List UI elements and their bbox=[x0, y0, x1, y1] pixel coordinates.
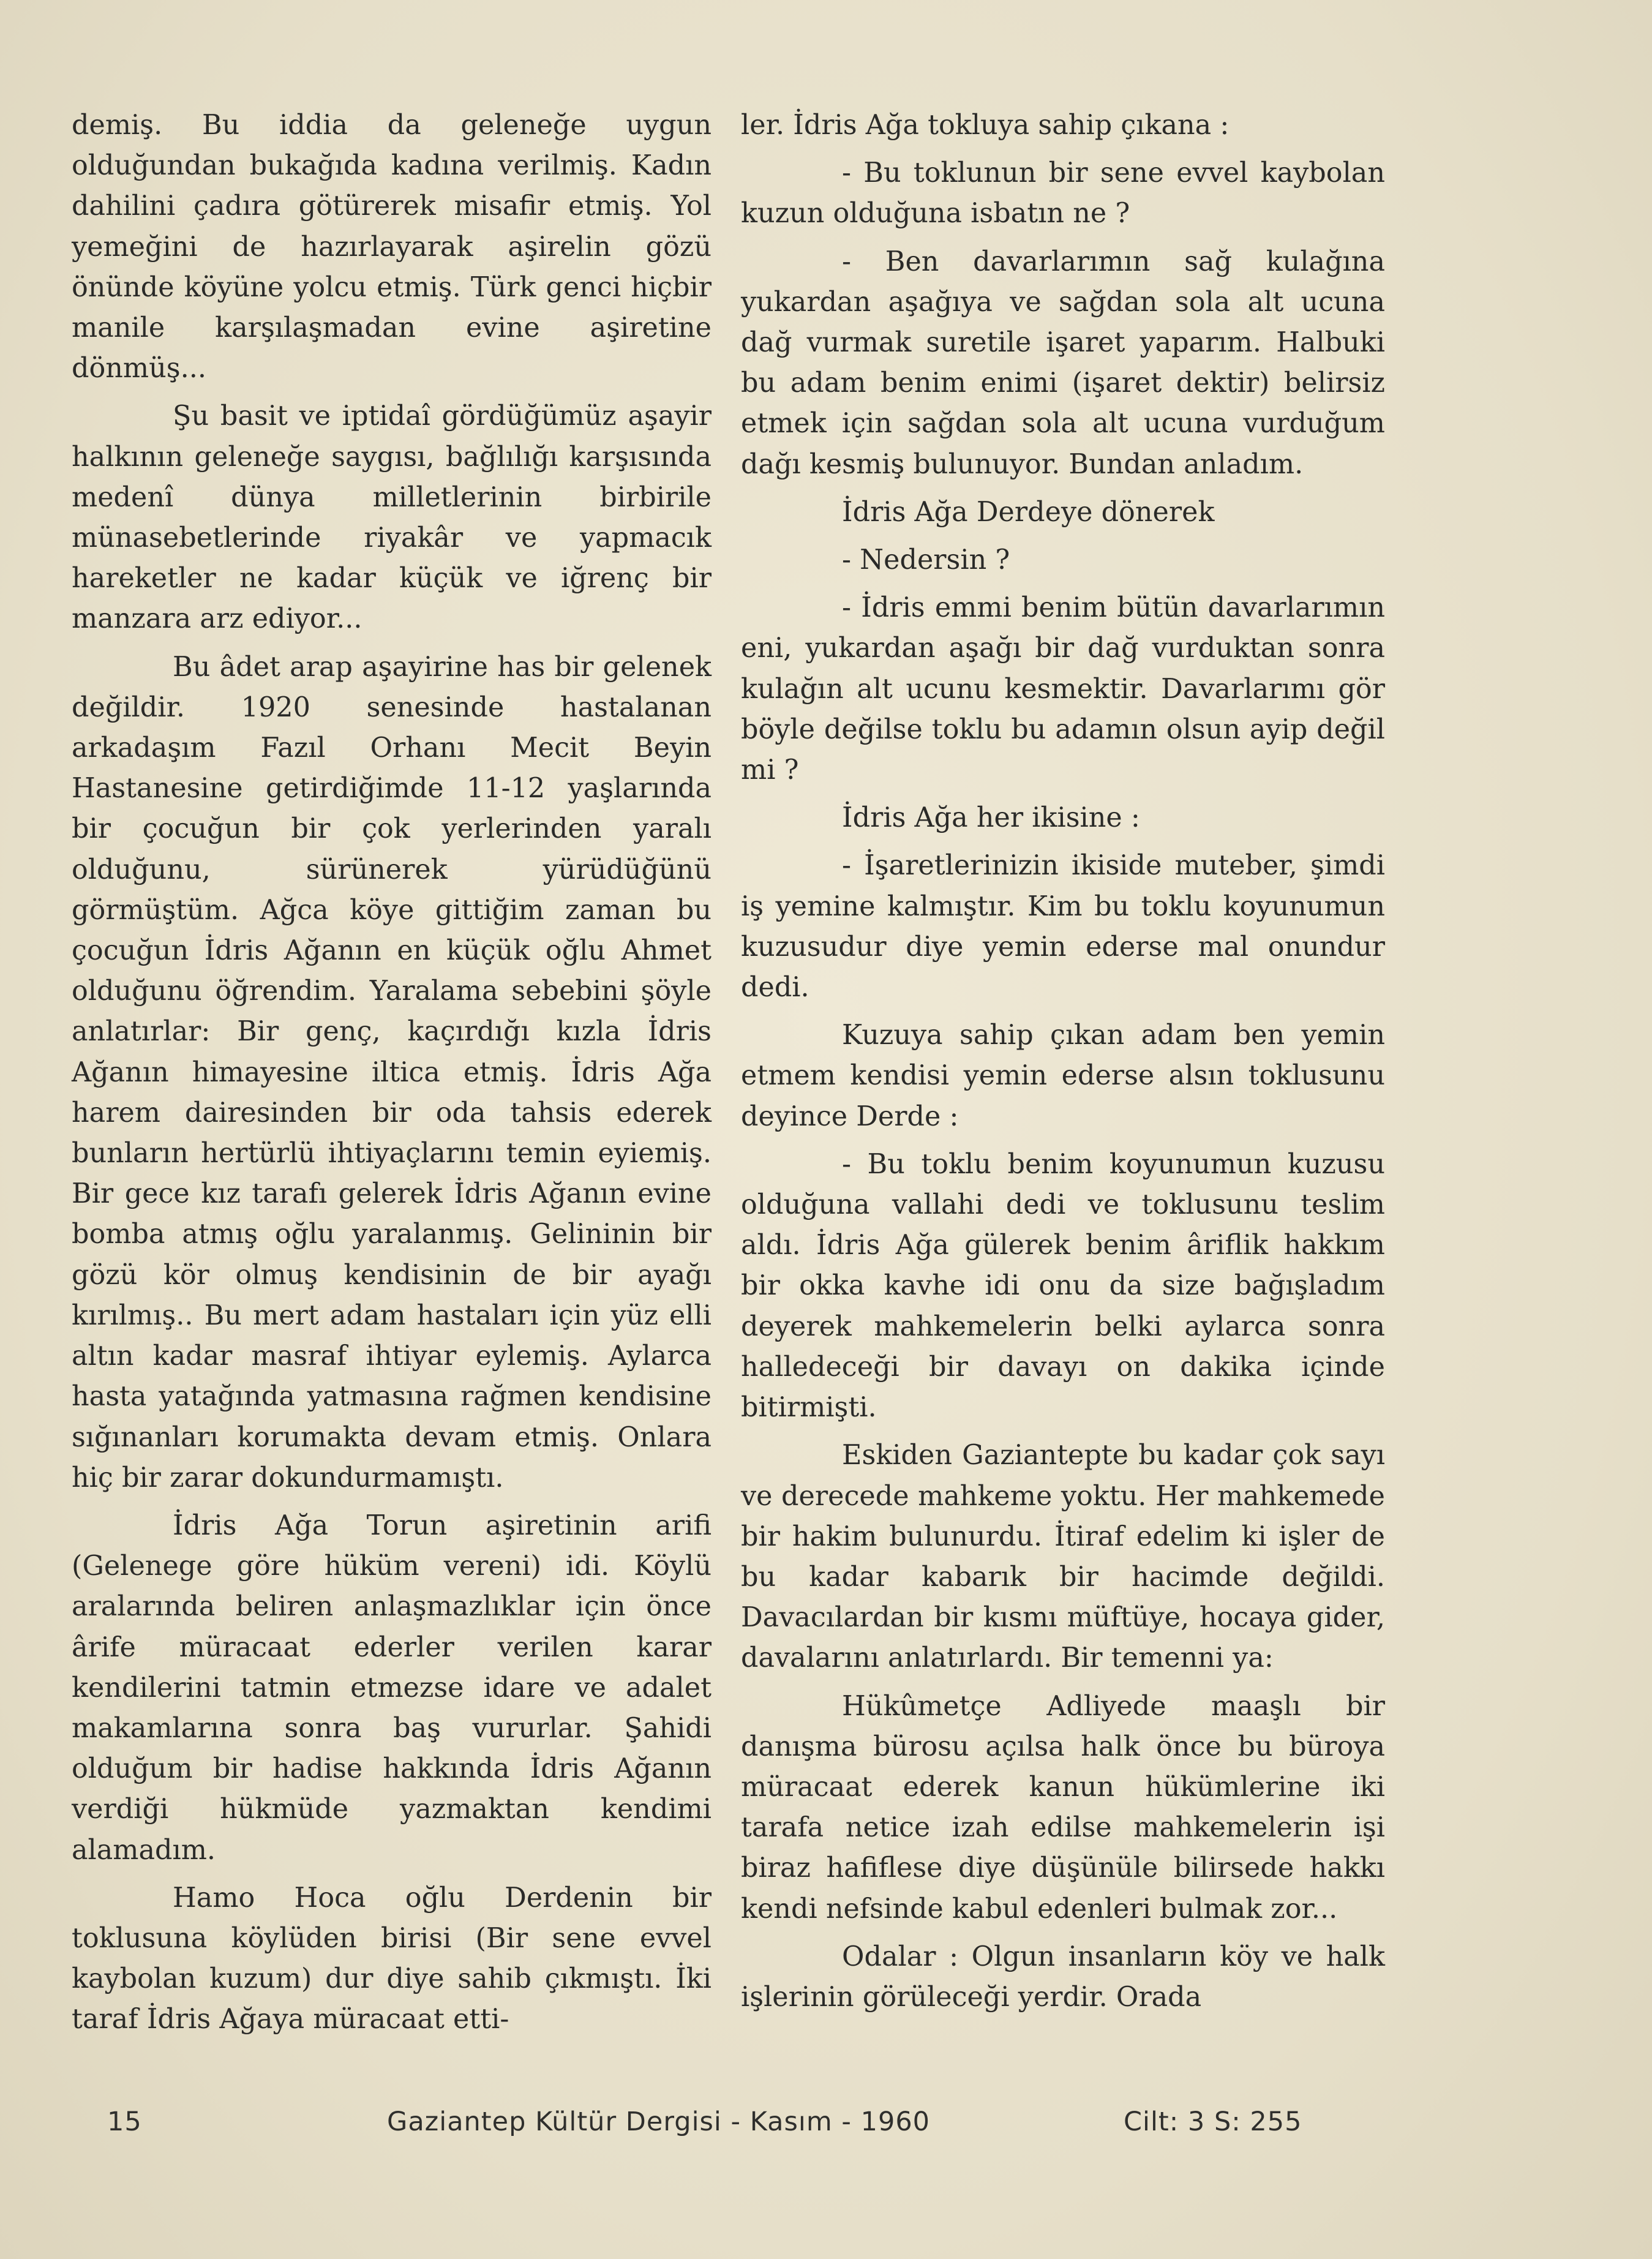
left-paragraph-2: Şu basit ve iptidaî gördüğümüz aşayir halkının geleneğe saygısı, bağlılığı karşısında medenî dünya milletlerinin birbirile münasebetlerinde riyakâr ve yapmacık hareketler ne kadar küçük ve iğrenç bir manzara arz ediyor... bbox=[72, 400, 711, 635]
left-paragraph-4: İdris Ağa Torun aşiretinin arifi (Gelenege göre hüküm vereni) idi. Köylü aralarında beliren anlaşmazlıklar için önce ârife müracaat ederler verilen karar kendilerini tatmin etmezse idare ve adalet makamlarına sonra baş vururlar. Şahidi olduğum bir hadise hakkında İdris Ağanın verdiği hükmüde yazmaktan kendimi alamadım. bbox=[72, 1509, 711, 1866]
left-paragraph-5: Hamo Hoca oğlu Derdenin bir toklusuna köylüden birisi (Bir sene evvel kaybolan kuzum) dur diye sahib çıkmıştı. İki taraf İdris Ağaya müracaat etti- bbox=[72, 1882, 711, 2035]
right-paragraph-5: - Nedersin ? bbox=[842, 544, 1010, 576]
right-column bbox=[741, 105, 1385, 2018]
right-paragraph-9: Kuzuya sahip çıkan adam ben yemin etmem kendisi yemin ederse alsın toklusunu deyince Derde : bbox=[741, 1020, 1385, 1132]
page-number: 15 bbox=[107, 2107, 142, 2137]
right-paragraph-6: - İdris emmi benim bütün davarlarımın eni, yukardan aşağı bir dağ vurduktan sonra kulağın alt ucunu kesmektir. Davarlarımı gör böyle değilse toklu bu adamın olsun ayip değil mi ? bbox=[741, 592, 1385, 786]
right-paragraph-13: Odalar : Olgun insanların köy ve halk işlerinin görüleceği yerdir. Orada bbox=[741, 1941, 1385, 2013]
right-paragraph-3: - Ben davarlarımın sağ kulağına yukardan aşağıya ve sağdan sola alt ucuna dağ vurmak suretile işaret yaparım. Halbuki bu adam benim enimi (işaret dektir) belirsiz etmek için sağdan sola alt ucuna vurduğum dağı kesmiş bulunuyor. Bundan anladım. bbox=[741, 246, 1385, 480]
right-paragraph-4: İdris Ağa Derdeye dönerek bbox=[842, 496, 1215, 528]
journal-title: Gaziantep Kültür Dergisi - Kasım - 1960 bbox=[387, 2107, 931, 2137]
left-paragraph-3: Bu âdet arap aşayirine has bir gelenek değildir. 1920 senesinde hastalanan arkadaşım Fazıl Orhanı Mecit Beyin Hastanesine getirdiğimde 11-12 yaşlarında bir çocuğun bir çok yerlerinden yaralı olduğunu, sürünerek yürüdüğünü görmüştüm. Ağca köye gittiğim zaman bu çocuğun İdris Ağanın en küçük oğlu Ahmet olduğunu öğrendim. Yaralama sebebini şöyle anlatırlar: Bir genç, kaçırdığı kızla İdris Ağanın himayesine iltica etmiş. İdris Ağa harem dairesinden bir oda tahsis ederek bunların hertürlü ihtiyaçlarını temin eyiemiş. Bir gece kız tarafı gelerek İdris Ağanın evine bomba atmış oğlu yaralanmış. Gelininin bir gözü kör olmuş kendisinin de bir ayağı kırılmış.. Bu mert adam hastaları için yüz elli altın kadar masraf ihtiyar eylemiş. Aylarca hasta yatağında yatmasına rağmen kendisine sığınanları korumakta devam etmiş. Onlara hiç bir zarar dokundurmamıştı. bbox=[72, 651, 711, 1494]
volume-issue: Cilt: 3 S: 255 bbox=[1124, 2107, 1302, 2137]
left-paragraph-1: demiş. Bu iddia da geleneğe uygun olduğundan bukağıda kadına verilmiş. Kadın dahilini çadıra götürerek misafir etmiş. Yol yemeğini de hazırlayarak aşirelin gözü önünde köyüne yolcu etmiş. Türk genci hiçbir manile karşılaşmadan evine aşiretine dönmüş... bbox=[72, 110, 711, 385]
right-paragraph-12: Hükûmetçe Adliyede maaşlı bir danışma bürosu açılsa halk önce bu büroya müracaat ederek kanun hükümlerine iki tarafa netice izah edilse mahkemelerin işi biraz hafiflese diye düşünüle bilirsede hakkı kendi nefsinde kabul edenleri bulmak zor... bbox=[741, 1690, 1385, 1925]
right-paragraph-2: - Bu toklunun bir sene evvel kaybolan kuzun olduğuna isbatın ne ? bbox=[741, 157, 1385, 230]
left-column bbox=[72, 105, 711, 2040]
right-paragraph-8: - İşaretlerinizin ikiside muteber, şimdi iş yemine kalmıştır. Kim bu toklu koyunumun kuzusudur diye yemin ederse mal onundur dedi. bbox=[741, 850, 1385, 1004]
right-paragraph-7: İdris Ağa her ikisine : bbox=[842, 802, 1140, 834]
right-paragraph-1: ler. İdris Ağa tokluya sahip çıkana : bbox=[741, 110, 1230, 141]
right-paragraph-10: - Bu toklu benim koyunumun kuzusu olduğuna vallahi dedi ve toklusunu teslim aldı. İdris Ağa gülerek benim âriflik hakkım bir okka kavhe idi onu da size bağışladım deyerek mahkemelerin belki aylarca sonra halledeceği bir davayı on dakika içinde bitirmişti. bbox=[741, 1148, 1385, 1424]
right-paragraph-11: Eskiden Gaziantepte bu kadar çok sayı ve derecede mahkeme yoktu. Her mahkemede bir hakim bulunurdu. İtiraf edelim ki işler de bu kadar kabarık bir hacimde değildi. Davacılardan bir kısmı müftüye, hocaya gider, davalarını anlatırlardı. Bir temenni ya: bbox=[741, 1440, 1385, 1674]
page-footer bbox=[0, 2107, 1652, 2149]
